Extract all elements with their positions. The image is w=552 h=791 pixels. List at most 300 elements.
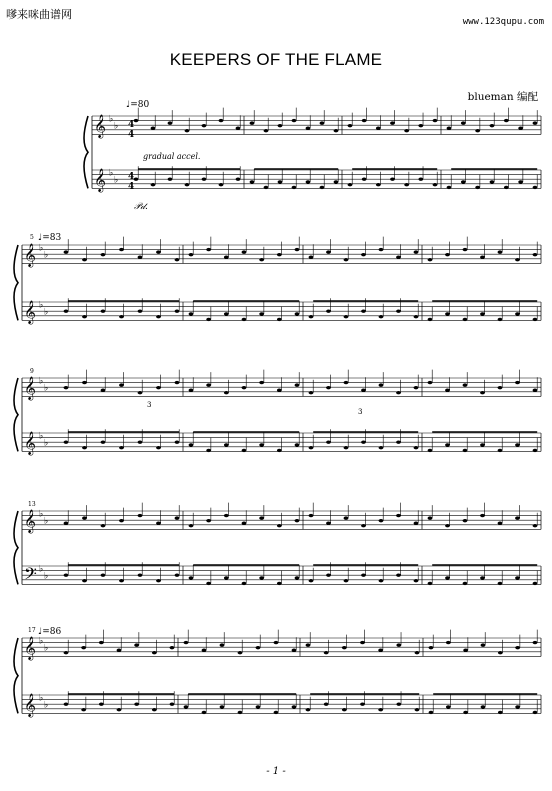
notehead: [404, 129, 409, 132]
notehead: [334, 129, 339, 132]
notehead: [306, 180, 311, 183]
notehead: [415, 651, 420, 654]
brace-icon: [14, 245, 18, 320]
notehead: [463, 519, 468, 522]
notehead: [498, 582, 503, 585]
notehead: [184, 641, 189, 644]
notehead: [344, 516, 349, 519]
notehead: [445, 576, 450, 579]
notehead: [518, 126, 523, 129]
notehead: [428, 449, 433, 452]
treble-clef-icon: 𝄞: [24, 635, 36, 660]
notehead: [334, 180, 339, 183]
notehead: [156, 446, 161, 449]
notehead: [277, 582, 282, 585]
notehead: [418, 178, 423, 181]
notehead: [344, 258, 349, 261]
notehead: [396, 514, 401, 517]
notehead: [379, 579, 384, 582]
notehead: [82, 579, 87, 582]
notehead: [378, 648, 383, 651]
notehead: [379, 519, 384, 522]
notehead: [533, 253, 538, 256]
notehead: [264, 186, 269, 189]
flat-icon: ♭: [44, 438, 49, 449]
notehead: [292, 705, 297, 708]
flat-icon: ♭: [114, 121, 119, 132]
notehead: [219, 183, 224, 186]
notehead: [309, 446, 314, 449]
notehead: [533, 641, 538, 644]
notehead: [498, 318, 503, 321]
notehead: [306, 126, 311, 129]
notehead: [224, 391, 229, 394]
notehead: [202, 711, 207, 714]
flat-icon: ♭: [39, 243, 44, 254]
notehead: [277, 449, 282, 452]
notehead: [320, 186, 325, 189]
notehead: [463, 449, 468, 452]
notehead: [274, 711, 279, 714]
notehead: [361, 574, 366, 577]
notehead: [463, 711, 468, 714]
notehead: [170, 646, 175, 649]
notehead: [220, 643, 225, 646]
notehead: [414, 315, 419, 318]
measure-number-9: 9: [30, 368, 34, 375]
notehead: [344, 579, 349, 582]
notehead: [189, 576, 194, 579]
notehead: [414, 446, 419, 449]
notehead: [277, 388, 282, 391]
notehead: [236, 178, 241, 181]
notehead: [428, 516, 433, 519]
notehead: [170, 703, 175, 706]
notehead: [224, 514, 229, 517]
clef-icon: 𝄞: [24, 430, 36, 455]
notehead: [292, 119, 297, 122]
notehead: [242, 582, 247, 585]
notehead: [490, 124, 495, 127]
notehead: [202, 648, 207, 651]
notehead: [64, 441, 69, 444]
notehead: [274, 641, 279, 644]
time-signature-top-treble: 4: [128, 120, 135, 130]
notehead: [119, 383, 124, 386]
flat-icon: ♭: [44, 250, 49, 261]
notehead: [428, 381, 433, 384]
notehead: [189, 253, 194, 256]
flat-icon: ♭: [109, 114, 114, 125]
notehead: [533, 318, 538, 321]
notehead: [446, 705, 451, 708]
notehead: [119, 579, 124, 582]
notehead: [326, 386, 331, 389]
notehead: [429, 646, 434, 649]
notehead: [64, 703, 69, 706]
notehead: [156, 579, 161, 582]
notehead: [396, 255, 401, 258]
flat-icon: ♭: [39, 431, 44, 442]
notehead: [64, 651, 69, 654]
pedal-mark: 𝒫𝒹.: [134, 202, 148, 212]
notehead: [175, 574, 180, 577]
notehead: [414, 521, 419, 524]
tempo-mark-2: ♩=83: [38, 233, 62, 243]
notehead: [376, 126, 381, 129]
notehead: [189, 443, 194, 446]
notehead: [168, 121, 173, 124]
notehead: [64, 521, 69, 524]
tempo-mark-1: ♩=80: [126, 100, 150, 110]
notehead: [463, 248, 468, 251]
flat-icon: ♭: [44, 383, 49, 394]
notehead: [82, 315, 87, 318]
notehead: [206, 582, 211, 585]
notehead: [82, 258, 87, 261]
notehead: [134, 178, 139, 181]
notehead: [320, 121, 325, 124]
notehead: [175, 381, 180, 384]
notehead: [324, 703, 329, 706]
notehead: [238, 711, 243, 714]
notehead: [134, 119, 139, 122]
notehead: [414, 579, 419, 582]
notehead: [64, 386, 69, 389]
notehead: [295, 248, 300, 251]
notehead: [480, 443, 485, 446]
notehead: [278, 180, 283, 183]
notehead: [219, 119, 224, 122]
notehead: [498, 386, 503, 389]
notehead: [117, 648, 122, 651]
notehead: [414, 386, 419, 389]
notehead: [390, 121, 395, 124]
notehead: [480, 255, 485, 258]
clef-icon: 𝄞: [24, 299, 36, 324]
notehead: [295, 519, 300, 522]
notehead: [138, 310, 143, 313]
notehead: [518, 180, 523, 183]
notehead: [504, 119, 509, 122]
notehead: [515, 516, 520, 519]
notehead: [461, 180, 466, 183]
notehead: [480, 576, 485, 579]
notehead: [404, 183, 409, 186]
notehead: [117, 708, 122, 711]
notehead: [396, 310, 401, 313]
notehead: [64, 250, 69, 253]
notehead: [175, 516, 180, 519]
notehead: [138, 574, 143, 577]
notehead: [99, 703, 104, 706]
notehead: [390, 178, 395, 181]
notehead: [206, 519, 211, 522]
flat-icon: ♭: [39, 636, 44, 647]
notehead: [242, 521, 247, 524]
notehead: [138, 441, 143, 444]
flat-icon: ♭: [44, 700, 49, 711]
flat-icon: ♭: [39, 693, 44, 704]
notehead: [101, 524, 106, 527]
flat-icon: ♭: [44, 571, 49, 582]
notehead: [361, 310, 366, 313]
notehead: [292, 186, 297, 189]
triplet-mark-1: 3: [147, 401, 152, 409]
notehead: [151, 183, 156, 186]
notehead: [498, 250, 503, 253]
notehead: [119, 519, 124, 522]
notehead: [445, 312, 450, 315]
notehead: [515, 258, 520, 261]
notehead: [101, 574, 106, 577]
notehead: [101, 253, 106, 256]
notehead: [156, 315, 161, 318]
notehead: [498, 449, 503, 452]
notehead: [361, 253, 366, 256]
notehead: [379, 248, 384, 251]
notehead: [236, 126, 241, 129]
notehead: [64, 574, 69, 577]
notehead: [533, 449, 538, 452]
notehead: [475, 129, 480, 132]
notehead: [533, 121, 538, 124]
notehead: [250, 121, 255, 124]
flat-icon: ♭: [114, 175, 119, 186]
notehead: [326, 574, 331, 577]
notehead: [264, 129, 269, 132]
notehead: [292, 648, 297, 651]
notehead: [295, 312, 300, 315]
notehead: [101, 388, 106, 391]
notehead: [309, 579, 314, 582]
flat-icon: ♭: [44, 643, 49, 654]
notehead: [445, 443, 450, 446]
notehead: [361, 441, 366, 444]
notehead: [306, 708, 311, 711]
notehead: [415, 708, 420, 711]
notehead: [418, 124, 423, 127]
notehead: [463, 383, 468, 386]
notehead: [134, 703, 139, 706]
notehead: [206, 383, 211, 386]
notehead: [242, 318, 247, 321]
notehead: [119, 248, 124, 251]
notehead: [309, 315, 314, 318]
notehead: [224, 255, 229, 258]
notehead: [99, 641, 104, 644]
notehead: [326, 310, 331, 313]
clef-icon: 𝄞: [24, 692, 36, 717]
notehead: [156, 521, 161, 524]
notehead: [175, 258, 180, 261]
notehead: [342, 708, 347, 711]
notehead: [151, 126, 156, 129]
notehead: [445, 253, 450, 256]
notehead: [348, 183, 353, 186]
notehead: [447, 126, 452, 129]
notehead: [361, 524, 366, 527]
notehead: [475, 186, 480, 189]
notehead: [515, 705, 520, 708]
notehead: [515, 576, 520, 579]
notehead: [81, 708, 86, 711]
notehead: [481, 643, 486, 646]
notehead: [504, 186, 509, 189]
notehead: [326, 441, 331, 444]
notehead: [515, 443, 520, 446]
notehead: [533, 524, 538, 527]
notehead: [189, 388, 194, 391]
notehead: [202, 124, 207, 127]
notehead: [259, 516, 264, 519]
score-title: KEEPERS OF THE FLAME: [169, 50, 383, 69]
notehead: [101, 441, 106, 444]
treble-clef-icon: 𝄞: [94, 113, 106, 138]
notehead: [185, 183, 190, 186]
notehead: [326, 521, 331, 524]
notehead: [445, 388, 450, 391]
notehead: [480, 514, 485, 517]
notehead: [156, 386, 161, 389]
notehead: [463, 582, 468, 585]
notehead: [324, 651, 329, 654]
notehead: [515, 381, 520, 384]
expression-mark: gradual accel.: [143, 152, 201, 161]
notehead: [242, 250, 247, 253]
notehead: [250, 180, 255, 183]
notehead: [445, 524, 450, 527]
measure-number-13: 13: [28, 501, 36, 508]
notehead: [361, 388, 366, 391]
notehead: [309, 391, 314, 394]
notehead: [259, 381, 264, 384]
measure-number-17: 17: [28, 627, 36, 634]
notehead: [379, 315, 384, 318]
notehead: [119, 446, 124, 449]
notehead: [185, 129, 190, 132]
notehead: [138, 255, 143, 258]
flat-icon: ♭: [39, 509, 44, 520]
notehead: [428, 318, 433, 321]
clef-icon: 𝄞: [94, 167, 106, 192]
flat-icon: ♭: [109, 168, 114, 179]
notehead: [481, 705, 486, 708]
notehead: [433, 183, 438, 186]
notehead: [206, 248, 211, 251]
notehead: [206, 318, 211, 321]
triplet-mark-2: 3: [358, 408, 363, 416]
notehead: [119, 315, 124, 318]
notehead: [259, 312, 264, 315]
notehead: [82, 516, 87, 519]
flat-icon: ♭: [39, 300, 44, 311]
brace-icon: [14, 378, 18, 451]
time-signature-bottom-bass: 4: [128, 182, 135, 192]
notehead: [498, 521, 503, 524]
treble-clef-icon: 𝄞: [24, 242, 36, 267]
notehead: [64, 310, 69, 313]
notehead: [498, 651, 503, 654]
flat-icon: ♭: [44, 516, 49, 527]
notehead: [309, 255, 314, 258]
notehead: [378, 708, 383, 711]
notehead: [202, 178, 207, 181]
notehead: [360, 641, 365, 644]
notehead: [152, 708, 157, 711]
notehead: [429, 711, 434, 714]
notehead: [82, 446, 87, 449]
notehead: [277, 524, 282, 527]
notehead: [515, 312, 520, 315]
notehead: [396, 643, 401, 646]
notehead: [295, 576, 300, 579]
notehead: [256, 705, 261, 708]
notehead: [206, 449, 211, 452]
notehead: [463, 648, 468, 651]
notehead: [101, 310, 106, 313]
notehead: [277, 318, 282, 321]
tempo-mark-3: ♩=86: [38, 627, 62, 637]
time-signature-top-bass: 4: [128, 172, 135, 182]
notehead: [362, 178, 367, 181]
arranger-credit: blueman 编配: [467, 91, 538, 103]
notehead: [446, 641, 451, 644]
measure-number-5: 5: [30, 234, 34, 241]
notehead: [175, 310, 180, 313]
notehead: [184, 705, 189, 708]
page-number: - 1 -: [266, 766, 286, 777]
notehead: [480, 312, 485, 315]
notehead: [344, 381, 349, 384]
notehead: [447, 186, 452, 189]
notehead: [238, 651, 243, 654]
notehead: [515, 646, 520, 649]
treble-clef-icon: 𝄞: [24, 508, 36, 533]
notehead: [396, 703, 401, 706]
notehead: [259, 576, 264, 579]
notehead: [152, 651, 157, 654]
flat-icon: ♭: [39, 564, 44, 575]
notehead: [220, 705, 225, 708]
notehead: [396, 441, 401, 444]
notehead: [428, 258, 433, 261]
notehead: [348, 124, 353, 127]
notehead: [277, 253, 282, 256]
notehead: [224, 443, 229, 446]
notehead: [138, 514, 143, 517]
notehead: [379, 383, 384, 386]
notehead: [242, 449, 247, 452]
notehead: [295, 443, 300, 446]
clef-icon: 𝄢: [24, 563, 37, 588]
brace-icon: [14, 638, 18, 713]
notehead: [259, 443, 264, 446]
site-url: www.123qupu.com: [462, 17, 544, 27]
notehead: [224, 312, 229, 315]
notehead: [342, 646, 347, 649]
notehead: [414, 250, 419, 253]
notehead: [224, 576, 229, 579]
brace-icon: [84, 116, 88, 188]
notehead: [490, 180, 495, 183]
notehead: [189, 312, 194, 315]
notehead: [295, 383, 300, 386]
notehead: [498, 711, 503, 714]
notehead: [463, 318, 468, 321]
notehead: [360, 703, 365, 706]
notehead: [81, 646, 86, 649]
